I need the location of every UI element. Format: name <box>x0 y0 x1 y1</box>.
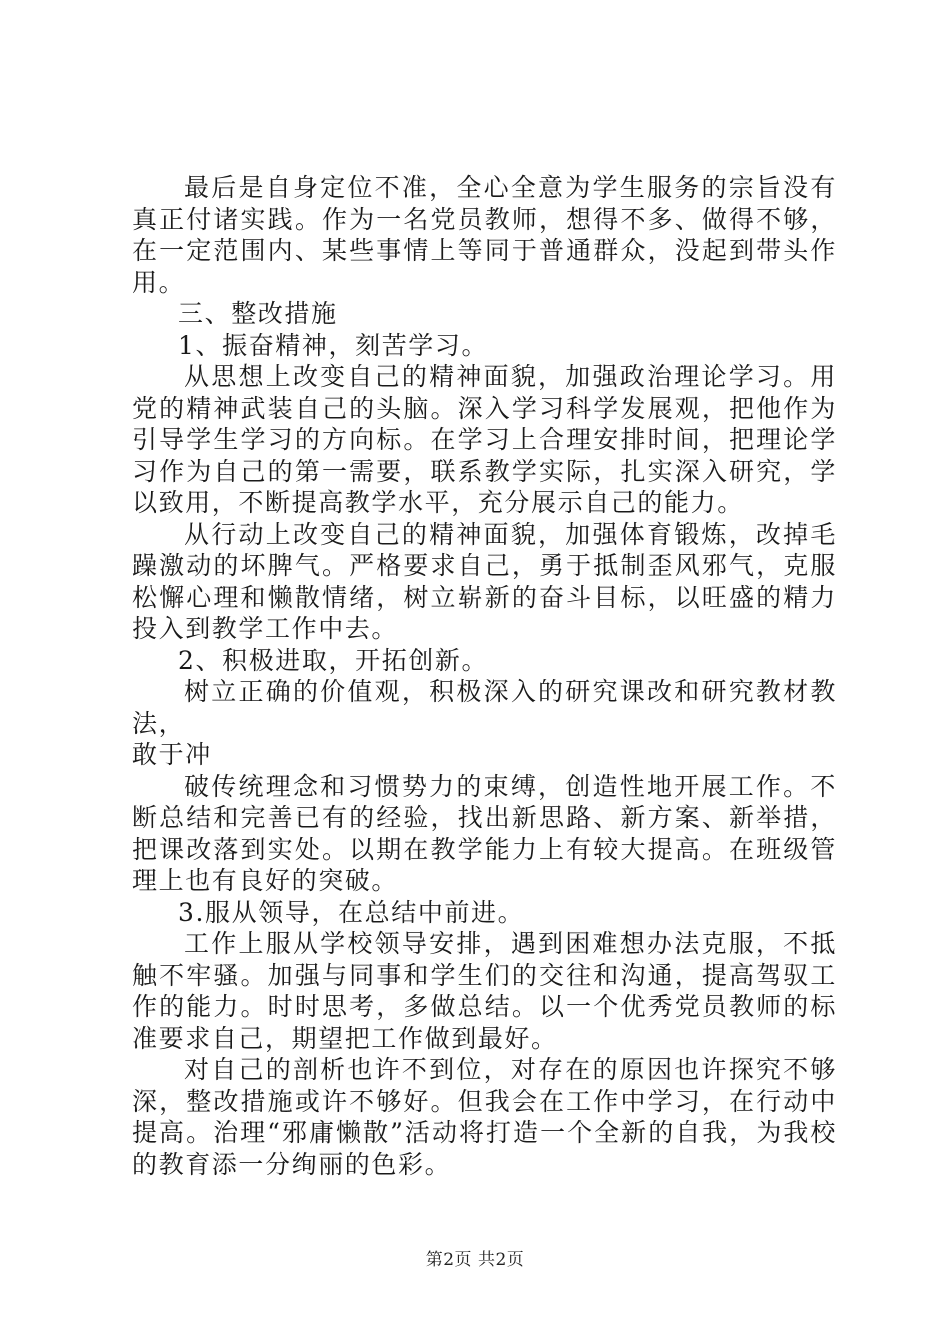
paragraph-conclusion: 对自己的剖析也许不到位，对存在的原因也许探究不够深，整改措施或许不够好。但我会在工作中学习，在行动中提高。治理“邪庸懒散”活动将打造一个全新的自我，为我校的教育添一分绚丽的色彩。 <box>132 1055 837 1179</box>
page-number-footer: 第2页 共2页 <box>425 1250 525 1270</box>
paragraph-self-positioning: 最后是自身定位不准，全心全意为学生服务的宗旨没有真正付诸实践。作为一名党员教师，想得不多、做得不够，在一定范围内、某些事情上等同于普通群众，没起到带头作用。 <box>132 173 837 297</box>
paragraph-thought: 从思想上改变自己的精神面貌，加强政治理论学习。用党的精神武装自己的头脑。深入学习科学发展观，把他作为引导学生学习的方向标。在学习上合理安排时间，把理论学习作为自己的第一需要，联系教学实际，扎实深入研究，学以致用，不断提高教学水平，充分展示自己的能力。 <box>132 362 837 517</box>
paragraph-obey-leadership: 工作上服从学校领导安排，遇到困难想办法克服，不抵触不牢骚。加强与同事和学生们的交往和沟通，提高驾驭工作的能力。时时思考，多做总结。以一个优秀党员教师的标准要求自己，期望把工作做到最好。 <box>132 929 837 1053</box>
subheading-2: 2、积极进取，开拓创新。 <box>178 645 489 675</box>
paragraph-break-fragment: 敢于冲 <box>132 740 212 769</box>
paragraph-values-line: 树立正确的价值观，积极深入的研究课改和研究教材教法， <box>132 677 837 738</box>
paragraph-innovation: 破传统理念和习惯势力的束缚，创造性地开展工作。不断总结和完善已有的经验，找出新思路、新方案、新举措，把课改落到实处。以期在教学能力上有较大提高。在班级管理上也有良好的突破。 <box>132 771 837 895</box>
section-heading-rectification: 三、整改措施 <box>178 299 338 328</box>
subheading-3: 3.服从领导，在总结中前进。 <box>178 897 525 927</box>
document-body <box>132 172 837 1180</box>
paragraph-action: 从行动上改变自己的精神面貌，加强体育锻炼，改掉毛躁激动的坏脾气。严格要求自己，勇于抵制歪风邪气，克服松懈心理和懒散情绪，树立崭新的奋斗目标，以旺盛的精力投入到教学工作中去。 <box>132 519 837 643</box>
subheading-1: 1、振奋精神，刻苦学习。 <box>178 330 489 360</box>
